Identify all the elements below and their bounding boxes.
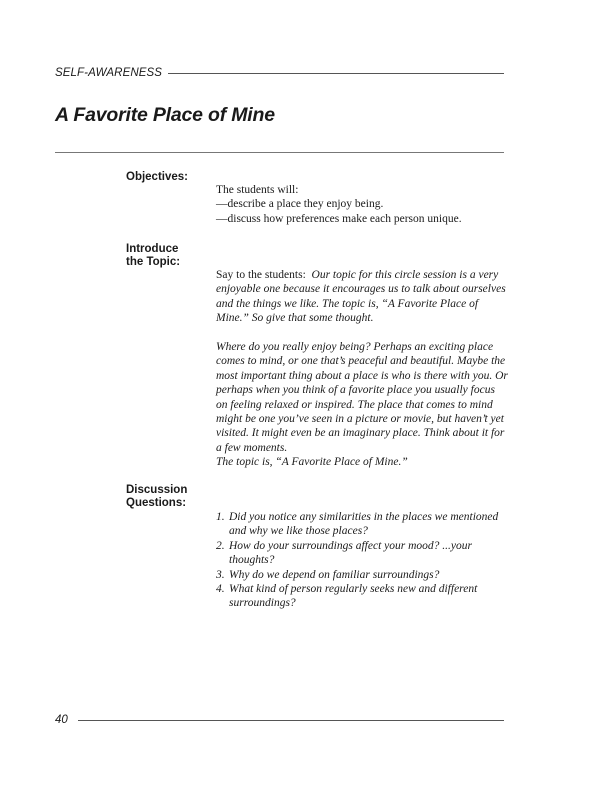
- script-text-closing: The topic is, “A Favorite Place of Mine.”: [216, 456, 408, 469]
- introduce-body: [216, 268, 508, 470]
- discussion-heading: Discussion Questions:: [126, 484, 188, 509]
- objective-item: —describe a place they enjoy being.: [216, 198, 384, 211]
- footer-rule: [78, 720, 504, 721]
- introduce-paragraph-1: [216, 268, 508, 326]
- list-item: 1. Did you notice any similarities in the places we mentioned and why we like those places?: [216, 511, 499, 538]
- introduce-lead: Say to the students:: [216, 269, 306, 281]
- objectives-body: [216, 183, 508, 226]
- objectives-intro: The students will:: [216, 184, 299, 196]
- list-item: 2. How do your surroundings affect your mood? ...your thoughts?: [216, 539, 472, 567]
- introduce-paragraph-2: [216, 340, 508, 470]
- page-title: A Favorite Place of Mine: [55, 104, 275, 126]
- objective-item: —discuss how preferences make each person unique.: [216, 212, 462, 225]
- discussion-body: [216, 510, 508, 611]
- list-item: 3. Why do we depend on familiar surroundings?: [216, 568, 440, 581]
- page-number: 40: [55, 714, 68, 726]
- header-rule: [168, 73, 504, 74]
- script-text: Our topic for this circle session is a very enjoyable one because it encourages us to talk about ourselves and the things we like. The topic is, “A Favorite Place of Mine.” So give that some thought.: [216, 269, 506, 325]
- introduce-heading: Introduce the Topic:: [126, 243, 181, 268]
- discussion-questions-list: [216, 510, 508, 611]
- list-item: 4. What kind of person regularly seeks new and different surroundings?: [216, 583, 478, 610]
- title-rule: [55, 152, 504, 153]
- objectives-heading: Objectives:: [126, 171, 188, 183]
- running-footer: [55, 713, 504, 727]
- running-header: [55, 66, 504, 80]
- section-label: SELF-AWARENESS: [55, 67, 163, 79]
- script-text: Where do you really enjoy being? Perhaps an exciting place comes to mind, or one that’s peaceful and beautiful. Maybe the most important thing about a place is who is there with you. Or perhaps when you think of a favorite place you usually focus on feeling relaxed or inspired. The place that comes to mind might be one you’ve seen in a picture or movie, but haven’t yet visited. It might even be an imaginary place. Think about it for a few moments.: [216, 341, 508, 454]
